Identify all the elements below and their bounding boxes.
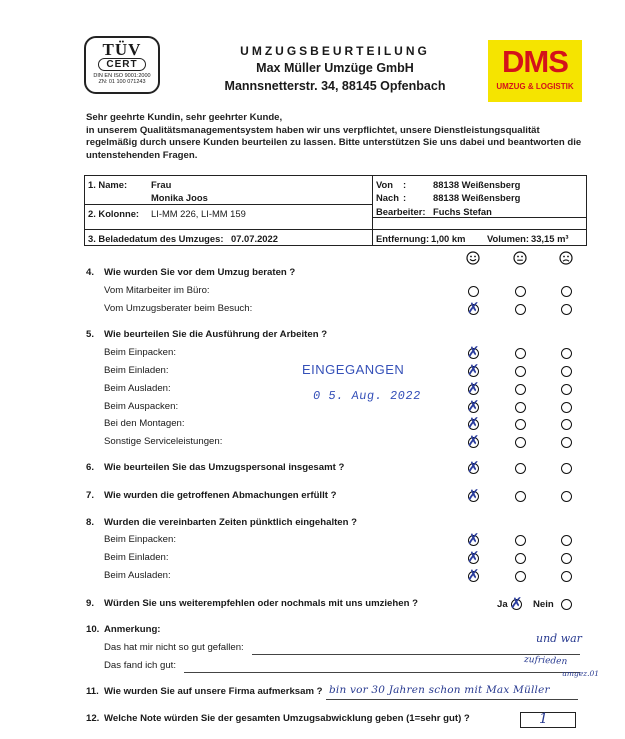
nach-label: Nach xyxy=(376,192,399,203)
rating-option[interactable] xyxy=(561,366,572,377)
q10-handwriting-1: und war xyxy=(536,632,582,645)
name-salutation: Frau xyxy=(151,179,172,190)
customer-info-table: 1. Name: Frau Monika Joos 2. Kolonne: LI-MM 226, LI-MM 159 3. Beladedatum des Umzuges: 07.07.2022 Von : 88138 Weißensberg Nach : 88138 Weißensberg Bearbeiter: Fuchs Stefan Entfernung: 1,00 km Volumen: 33,15 m³ xyxy=(84,175,587,246)
kolonne-value: LI-MM 226, LI-MM 159 xyxy=(151,208,246,219)
received-stamp-date: 0 5. Aug. 2022 xyxy=(312,389,422,403)
q5-sub-4: Beim Auspacken: xyxy=(104,401,179,412)
q8-sub-1: Beim Einpacken: xyxy=(104,534,176,545)
company-address: Mannsnetterstr. 34, 88145 Opfenbach xyxy=(224,79,446,93)
rating-option[interactable] xyxy=(561,463,572,474)
question-6: Wie beurteilen Sie das Umzugspersonal insgesamt ? xyxy=(104,462,345,473)
rating-option[interactable] xyxy=(561,491,572,502)
von-value: 88138 Weißensberg xyxy=(433,179,521,190)
q10-line-2 xyxy=(184,672,580,673)
volumen-value: 33,15 m³ xyxy=(531,233,569,244)
company-name: Max Müller Umzüge GmbH xyxy=(256,61,414,75)
check-mark-icon: ✗ xyxy=(467,379,480,397)
rating-option[interactable] xyxy=(561,286,572,297)
q8-sub-2: Beim Einladen: xyxy=(104,552,169,563)
bearbeiter-label: Bearbeiter: xyxy=(376,206,426,217)
rating-option[interactable] xyxy=(561,535,572,546)
entfernung-value: 1,00 km xyxy=(431,233,466,244)
check-mark-icon: ✗ xyxy=(467,414,480,432)
kolonne-label: 2. Kolonne: xyxy=(88,208,140,219)
entfernung-label: Entfernung: xyxy=(376,233,430,244)
rating-option[interactable] xyxy=(561,402,572,413)
check-mark-icon: ✗ xyxy=(467,548,480,566)
rating-option[interactable] xyxy=(515,286,526,297)
rating-option[interactable] xyxy=(515,419,526,430)
volumen-label: Volumen: xyxy=(487,233,530,244)
tuv-cert-logo: TÜV CERT DIN EN ISO 9001:2000 ZN: 01 100 071243 xyxy=(84,36,160,94)
name-value: Monika Joos xyxy=(151,192,208,203)
check-mark-icon: ✗ xyxy=(467,343,480,361)
rating-option[interactable] xyxy=(561,553,572,564)
check-mark-icon: ✗ xyxy=(467,397,480,415)
question-9: Würden Sie uns weiterempfehlen oder nochmals mit uns umziehen ? xyxy=(104,598,418,609)
q5-sub-6: Sonstige Serviceleistungen: xyxy=(104,436,223,447)
q5-sub-5: Bei den Montagen: xyxy=(104,418,185,429)
nein-option[interactable] xyxy=(561,599,572,610)
q11-line xyxy=(326,699,578,700)
q10-handwriting-3: umgez.01 xyxy=(562,669,600,678)
rating-option[interactable] xyxy=(515,366,526,377)
rating-option[interactable] xyxy=(515,571,526,582)
rating-option[interactable] xyxy=(515,535,526,546)
beladedatum-label: 3. Beladedatum des Umzuges: xyxy=(88,233,224,244)
grade-box[interactable] xyxy=(520,712,576,728)
intro-text: Sehr geehrte Kundin, sehr geehrter Kunde, in unserem Qualitätsmanagementsystem haben wir uns verpflichtet, unsere Dienstleistungsqualität regelmäßig durch unsere Kunden beurteilen zu lassen. Bitte unterstützen Sie uns dabei und beantworten die untenstehenden Fragen. xyxy=(86,112,582,161)
question-12: Welche Note würden Sie der gesamten Umzugsabwicklung geben (1=sehr gut) ? xyxy=(104,713,470,724)
question-4: Wie wurden Sie vor dem Umzug beraten ? xyxy=(104,267,296,278)
q8-sub-3: Beim Ausladen: xyxy=(104,570,171,581)
check-mark-icon: ✗ xyxy=(467,432,480,450)
question-5: Wie beurteilen Sie die Ausführung der Arbeiten ? xyxy=(104,329,328,340)
happy-face-icon xyxy=(466,251,480,265)
q4-sub-2: Vom Umzugsberater beim Besuch: xyxy=(104,303,253,314)
received-stamp: EINGEGANGEN xyxy=(302,362,405,377)
rating-option[interactable] xyxy=(515,304,526,315)
q10-sub-2: Das fand ich gut: xyxy=(104,660,176,671)
name-label: 1. Name: xyxy=(88,179,128,190)
check-mark-icon: ✗ xyxy=(467,458,480,476)
q4-sub-1: Vom Mitarbeiter im Büro: xyxy=(104,285,210,296)
beladedatum-value: 07.07.2022 xyxy=(231,233,278,244)
rating-option[interactable] xyxy=(561,304,572,315)
rating-option[interactable] xyxy=(561,437,572,448)
q10-handwriting-2: zufrieden xyxy=(523,654,568,668)
rating-option[interactable] xyxy=(561,571,572,582)
nach-value: 88138 Weißensberg xyxy=(433,192,521,203)
rating-option[interactable] xyxy=(561,384,572,395)
grade-handwriting: 1 xyxy=(539,711,548,727)
dms-logo: DMS UMZUG & LOGISTIK xyxy=(488,40,582,102)
rating-option[interactable] xyxy=(515,384,526,395)
rating-option[interactable] xyxy=(468,286,479,297)
rating-option[interactable] xyxy=(561,419,572,430)
check-mark-icon: ✗ xyxy=(467,299,480,317)
rating-option[interactable] xyxy=(515,348,526,359)
nein-label: Nein xyxy=(533,599,554,610)
bearbeiter-value: Fuchs Stefan xyxy=(433,206,492,217)
q5-sub-1: Beim Einpacken: xyxy=(104,347,176,358)
von-label: Von xyxy=(376,179,394,190)
sad-face-icon xyxy=(559,251,573,265)
check-mark-icon: ✗ xyxy=(467,566,480,584)
check-mark-icon: ✗ xyxy=(467,530,480,548)
q10-sub-1: Das hat mir nicht so gut gefallen: xyxy=(104,642,244,653)
question-10: Anmerkung: xyxy=(104,624,161,635)
question-8: Wurden die vereinbarten Zeiten pünktlich eingehalten ? xyxy=(104,517,358,528)
rating-option[interactable] xyxy=(515,491,526,502)
question-7: Wie wurden die getroffenen Abmachungen erfüllt ? xyxy=(104,490,337,501)
q11-handwriting: bin vor 30 Jahren schon mit Max Müller xyxy=(329,684,550,696)
q5-sub-3: Beim Ausladen: xyxy=(104,383,171,394)
neutral-face-icon xyxy=(513,251,527,265)
ja-label: Ja xyxy=(497,599,508,610)
check-mark-icon: ✗ xyxy=(467,361,480,379)
document-title: UMZUGSBEURTEILUNG xyxy=(240,44,430,58)
rating-option[interactable] xyxy=(515,553,526,564)
question-11: Wie wurden Sie auf unsere Firma aufmerksam ? xyxy=(104,686,323,697)
check-mark-icon: ✗ xyxy=(510,594,523,612)
rating-option[interactable] xyxy=(515,402,526,413)
rating-option[interactable] xyxy=(515,463,526,474)
q5-sub-2: Beim Einladen: xyxy=(104,365,169,376)
rating-option[interactable] xyxy=(515,437,526,448)
rating-option[interactable] xyxy=(561,348,572,359)
check-mark-icon: ✗ xyxy=(467,486,480,504)
